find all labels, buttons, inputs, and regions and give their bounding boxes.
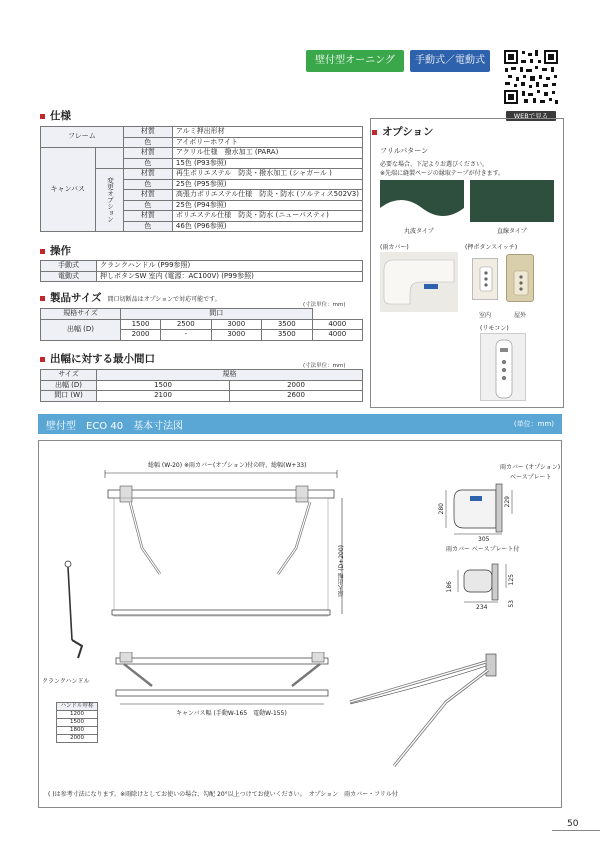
spec-title	[40, 108, 71, 123]
spec-value: 25色 (P95参照)	[172, 179, 362, 190]
dimension-title: 壁付型 ECO 40 基本寸法図	[46, 421, 184, 432]
side-view-top	[440, 478, 550, 538]
indoor-label: 室内	[479, 312, 492, 319]
switch-label: (押ボタンスイッチ)	[465, 244, 518, 251]
dim-229: 229	[504, 496, 511, 508]
option-change-label: 変更オプション	[95, 169, 123, 232]
crank-label: クランクハンドル	[42, 678, 90, 685]
op-key: 電動式	[41, 271, 97, 282]
spec-value: 高張力ポリエステル仕様 防炎・防水 (ソルティス502V3)	[172, 190, 362, 201]
handle-cell: 1500	[57, 719, 98, 727]
rain-cover-label: (雨カバー)	[380, 244, 409, 251]
dim-53: 53	[508, 600, 515, 608]
spec-value: 46色 (P96参照)	[172, 221, 362, 232]
minwidth-cell: 2000	[230, 380, 363, 391]
option-title-text: オプション	[382, 126, 434, 138]
straight-frill-image	[470, 180, 554, 222]
footnote: ( )は参考寸法になります。※雨除けとしてお使いの場合、勾配 20°以上つけてお使いください。 オプション 雨カバー・フリル付	[48, 791, 398, 798]
section-marker	[40, 114, 45, 119]
sizes-unit: (寸法単位：mm)	[303, 302, 346, 308]
wave-label: 丸波タイプ	[404, 228, 434, 235]
size-cell: 1500	[121, 319, 161, 330]
size-cell: 3000	[211, 319, 262, 330]
size-cell: 3500	[262, 319, 313, 330]
frame-label: フレーム	[41, 127, 124, 148]
minwidth-header: サイズ	[41, 370, 97, 381]
spec-key: 色	[123, 179, 172, 190]
op-value: 押しボタンSW 室内 (電源：AC100V) (P99参照)	[97, 271, 363, 282]
outdoor-switch-image	[506, 254, 534, 302]
size-cell: 4000	[312, 319, 363, 330]
dim-280: 280	[438, 503, 445, 515]
minwidth-cell: 2600	[230, 391, 363, 402]
dimension-banner	[38, 414, 562, 434]
spec-value: アクリル仕様 撥水加工 (PARA)	[172, 148, 362, 159]
spec-value: 25色 (P94参照)	[172, 200, 362, 211]
qr-code[interactable]	[502, 48, 560, 106]
operation-title-text: 操作	[50, 245, 71, 257]
spec-key: 材質	[123, 148, 172, 159]
top-width-label: 総幅 (W-20) ※雨カバー(オプション)付の時、総幅(W+33)	[148, 462, 307, 469]
minwidth-row-label: 間口 (W)	[41, 391, 97, 402]
size-cell: 4000	[312, 330, 363, 341]
rc-bp-label: 雨カバー ベースプレート付	[446, 546, 520, 553]
front-view-drawing	[100, 470, 350, 620]
handle-cell: 2000	[57, 735, 98, 743]
spec-value: ポリエステル仕様 防炎・防水 (ニューパスティ)	[172, 211, 362, 222]
outdoor-label: 屋外	[514, 312, 527, 319]
web-view-label[interactable]: WEBで見る	[506, 111, 556, 121]
minwidth-title-text: 出幅に対する最小間口	[50, 353, 155, 365]
sizes-header: 間口	[121, 309, 313, 320]
dimension-unit: (単位：mm)	[513, 420, 554, 428]
spec-key: 材質	[123, 190, 172, 201]
op-value: クランクハンドル (P99参照)	[97, 261, 363, 272]
section-marker	[40, 357, 45, 362]
spec-value: 再生ポリエステル 防炎・撥水加工 (シャガール )	[172, 169, 362, 180]
crank-handle-drawing	[58, 558, 98, 668]
rain-cover-image	[380, 252, 458, 312]
dim-234: 234	[476, 604, 488, 611]
sizes-title-text: 製品サイズ	[50, 292, 102, 304]
dim-305: 305	[478, 536, 490, 543]
sizes-note: 間口切断品はオプションで対応可能です。	[107, 296, 221, 303]
canvas-label: キャンバス	[41, 148, 96, 232]
spec-value: 15色 (P93参照)	[172, 158, 362, 169]
handle-cell: 1200	[57, 711, 98, 719]
option-note2: ※先端に縫製ページの縁取テープが付きます。	[380, 170, 505, 177]
size-cell: 3500	[262, 330, 313, 341]
rain-cover-option-label: 雨カバー (オプション)	[500, 464, 561, 471]
spec-key: 色	[123, 200, 172, 211]
sizes-header: 規格サイズ	[41, 309, 121, 320]
handle-cell: 1800	[57, 727, 98, 735]
frill-label: フリルパターン	[380, 147, 429, 155]
spec-key: 材質	[123, 211, 172, 222]
size-cell: 2000	[121, 330, 161, 341]
wave-frill-image	[380, 180, 464, 222]
spec-key: 材質	[123, 127, 172, 138]
spec-key: 色	[123, 158, 172, 169]
dim-125: 125	[508, 574, 515, 586]
remote-image	[480, 333, 526, 401]
size-cell: 2500	[161, 319, 212, 330]
minwidth-unit: (寸法単位：mm)	[303, 363, 346, 369]
spec-key: 色	[123, 137, 172, 148]
minwidth-cell: 2100	[97, 391, 230, 402]
depth-label: 最大出幅 (D+200)	[338, 545, 345, 597]
minwidth-title	[40, 351, 155, 366]
minwidth-table	[40, 369, 363, 402]
option-note1: 必要な場合、下記よりお選びください。	[380, 161, 489, 168]
spec-key: 色	[123, 221, 172, 232]
straight-label: 直線タイプ	[497, 228, 527, 235]
sizes-title	[40, 290, 221, 305]
spec-value: アイボリーホワイト	[172, 137, 362, 148]
minwidth-cell: 1500	[97, 380, 230, 391]
minwidth-row-label: 出幅 (D)	[41, 380, 97, 391]
operation-title	[40, 243, 71, 258]
page-number: 50	[567, 819, 579, 829]
op-key: 手動式	[41, 261, 97, 272]
indoor-switch-image	[472, 258, 498, 300]
tag-wall-awning: 壁付型オーニング	[306, 50, 404, 72]
page-rule	[552, 830, 600, 831]
minwidth-header: 規格	[97, 370, 363, 381]
spec-key: 材質	[123, 169, 172, 180]
side-view-bottom	[450, 560, 530, 610]
remote-label: (リモコン)	[480, 325, 509, 332]
size-cell: -	[161, 330, 212, 341]
handle-table	[56, 702, 98, 743]
size-cell: 3000	[211, 330, 262, 341]
base-plate-label: ベースプレート	[510, 474, 552, 481]
spec-title-text: 仕様	[50, 110, 71, 122]
canvas-width-label: キャンバス幅 (手動W-165 電動W-155)	[176, 710, 287, 717]
section-marker	[40, 249, 45, 254]
side-projection-drawing	[346, 646, 526, 776]
plan-view-drawing	[112, 652, 332, 710]
operation-table	[40, 260, 363, 282]
spec-value: アルミ押出形材	[172, 127, 362, 138]
sizes-table	[40, 308, 363, 341]
spec-table	[40, 126, 363, 232]
tag-manual-electric: 手動式／電動式	[410, 50, 490, 72]
section-marker	[40, 296, 45, 301]
sizes-row-label: 出幅 (D)	[41, 319, 121, 340]
dim-186: 186	[446, 581, 453, 593]
handle-header: ハンドル呼称	[57, 703, 98, 711]
